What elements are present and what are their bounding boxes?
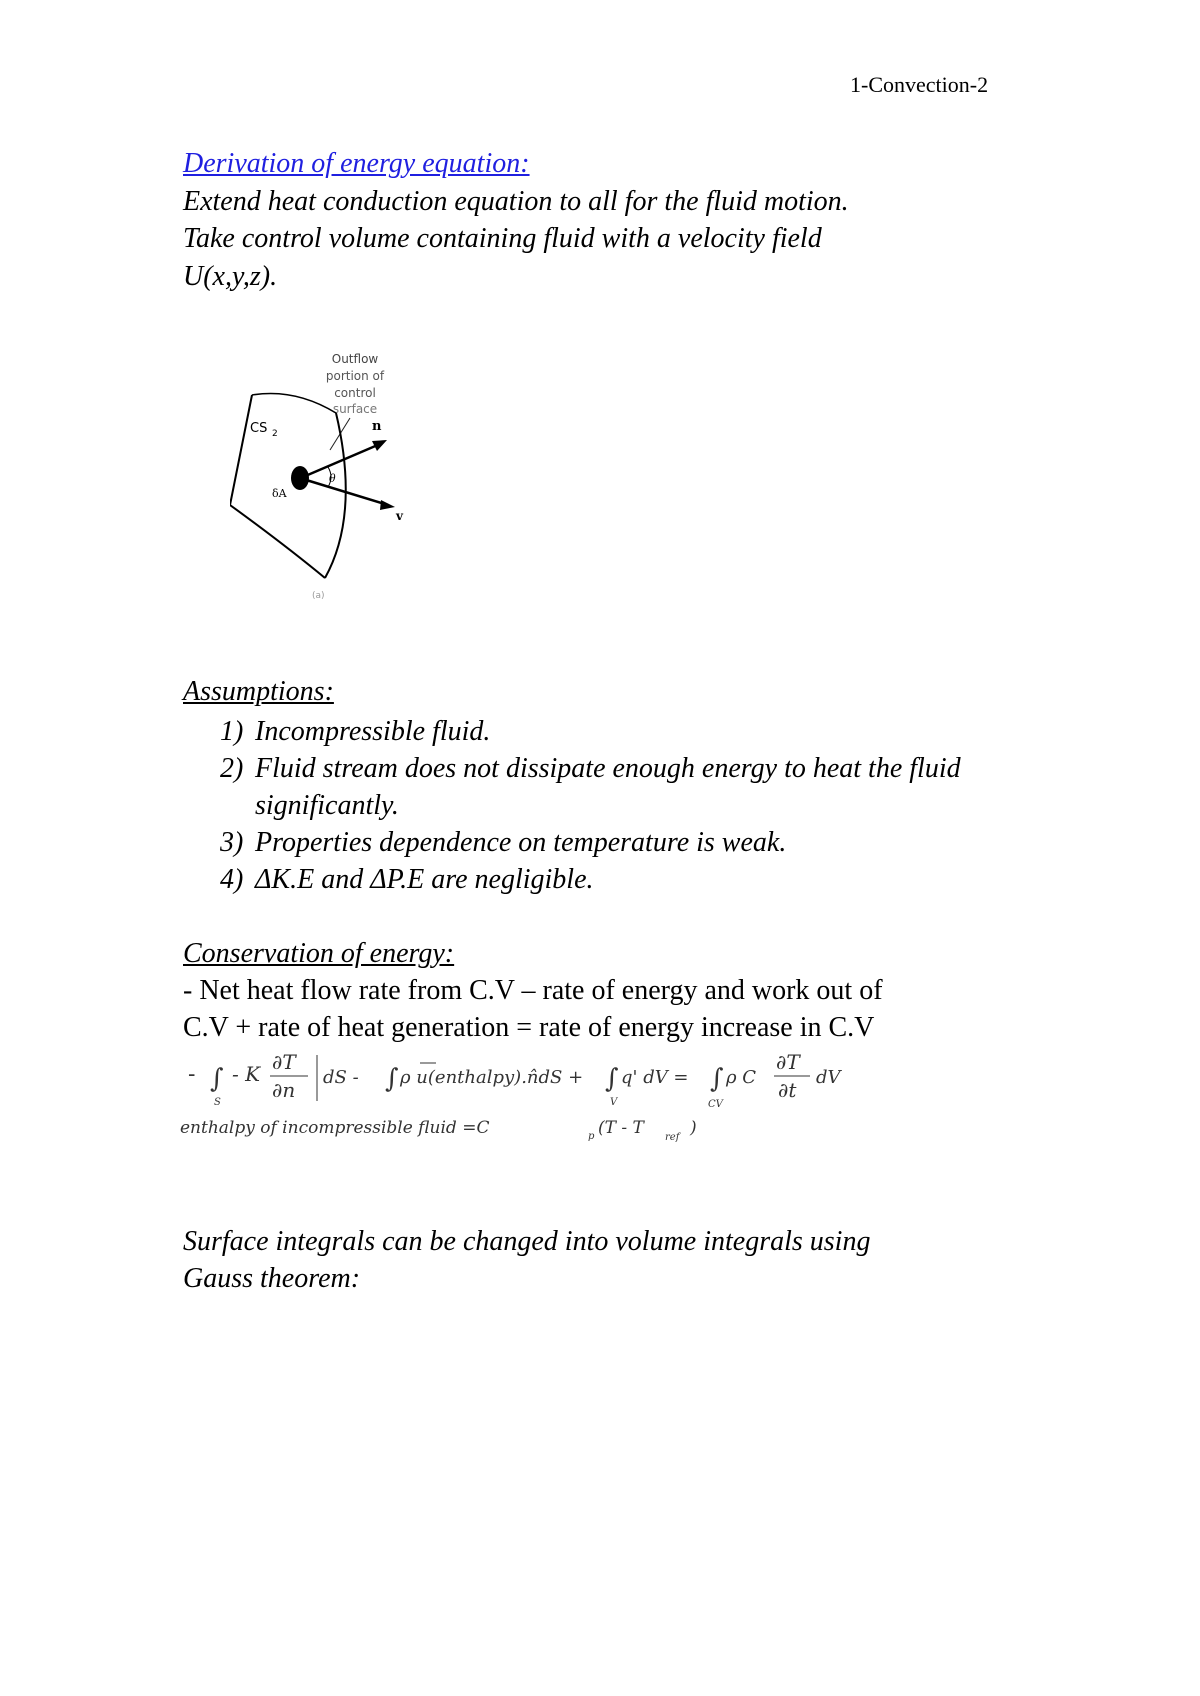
energy-equation [180,1045,880,1165]
assumptions-heading: Assumptions: [183,676,334,707]
assumption-text: Fluid stream does not dissipate enough energy to heat the fluid significantly. [255,753,961,821]
eq-minus: - [188,1062,196,1087]
eq-dT: ∂T [272,1050,296,1074]
eq-enthalpy-rest: (T - T [598,1118,644,1138]
assumption-text: Properties dependence on temperature is weak. [255,827,787,858]
dA-label: δA [272,487,287,500]
eq-dS-minus: dS - [323,1067,359,1088]
eq-dt: ∂t [778,1078,797,1102]
conservation-line-1: - Net heat flow rate from C.V – rate of energy and work out of [183,975,883,1006]
assumption-text: ΔK.E and ΔP.E are negligible. [255,864,594,895]
assumption-text: Incompressible fluid. [255,716,491,747]
velocity-vector-arrowhead [380,500,395,510]
control-surface-right-edge [325,413,346,578]
eq-integral-2: ∫ [385,1064,399,1094]
control-surface-figure [230,340,460,610]
gauss-line-2: Gauss theorem: [183,1263,361,1294]
assumption-item [210,713,1045,750]
page-label: 1-Convection-2 [850,72,989,97]
normal-vector-arrowhead [372,440,387,451]
derivation-heading-link[interactable]: Derivation of energy equation: [183,148,530,179]
v-label: v [396,509,403,523]
assumptions-list [210,713,1045,898]
eq-flux-term: ρ u(enthalpy).n̂dS + [400,1067,584,1088]
assumption-item [210,861,1045,898]
conservation-heading: Conservation of energy: [183,938,455,969]
eq-sub-cv: CV [708,1099,723,1110]
eq-generation-term: q' dV = [621,1067,689,1088]
conservation-line-2: C.V + rate of heat generation = rate of energy increase in C.V [183,1012,875,1043]
eq-integral-3: ∫ [605,1064,619,1094]
normal-vector-line [303,444,380,477]
eq-rho-c: ρ C [726,1067,757,1088]
eq-dT-2: ∂T [776,1050,800,1074]
eq-sub-v: V [610,1097,618,1108]
eq-dn: ∂n [272,1078,296,1102]
eq-integral-1: ∫ [210,1064,224,1094]
intro-line-2: Take control volume containing fluid with a velocity field [183,223,822,254]
figure-sub-label: (a) [312,591,325,601]
cs-subscript: 2 [272,429,278,439]
figure-label-portion: portion of [325,369,385,383]
intro-line-3: U(x,y,z). [183,261,278,292]
eq-ref-subscript: ref [665,1132,680,1143]
eq-dV: dV [816,1067,841,1088]
assumption-item [210,824,1045,861]
eq-integral-4: ∫ [710,1064,724,1094]
assumption-number: 2) [220,753,244,784]
figure-label-control: control [334,386,376,400]
eq-sub-s: S [214,1097,221,1108]
figure-label-surface: surface [332,402,378,416]
intro-line-1: Extend heat conduction equation to all for the fluid motion. [183,186,849,217]
assumption-number: 1) [220,716,244,747]
assumption-number: 4) [220,864,244,895]
gauss-line-1: Surface integrals can be changed into volume integrals using [183,1226,871,1257]
assumption-item [210,750,1045,824]
eq-enthalpy-line: enthalpy of incompressible fluid =C [180,1118,490,1138]
eq-cp-subscript: p [588,1131,595,1142]
theta-label: θ [329,472,336,485]
assumption-number: 3) [220,827,244,858]
eq-minus-k: - K [232,1062,261,1086]
area-element-dA [291,466,309,490]
n-label: n [372,419,382,434]
figure-label-outflow: Outflow [331,352,379,366]
eq-close-paren: ) [690,1118,697,1138]
cs-label: CS [250,421,268,436]
control-surface-top-edge [252,393,336,413]
